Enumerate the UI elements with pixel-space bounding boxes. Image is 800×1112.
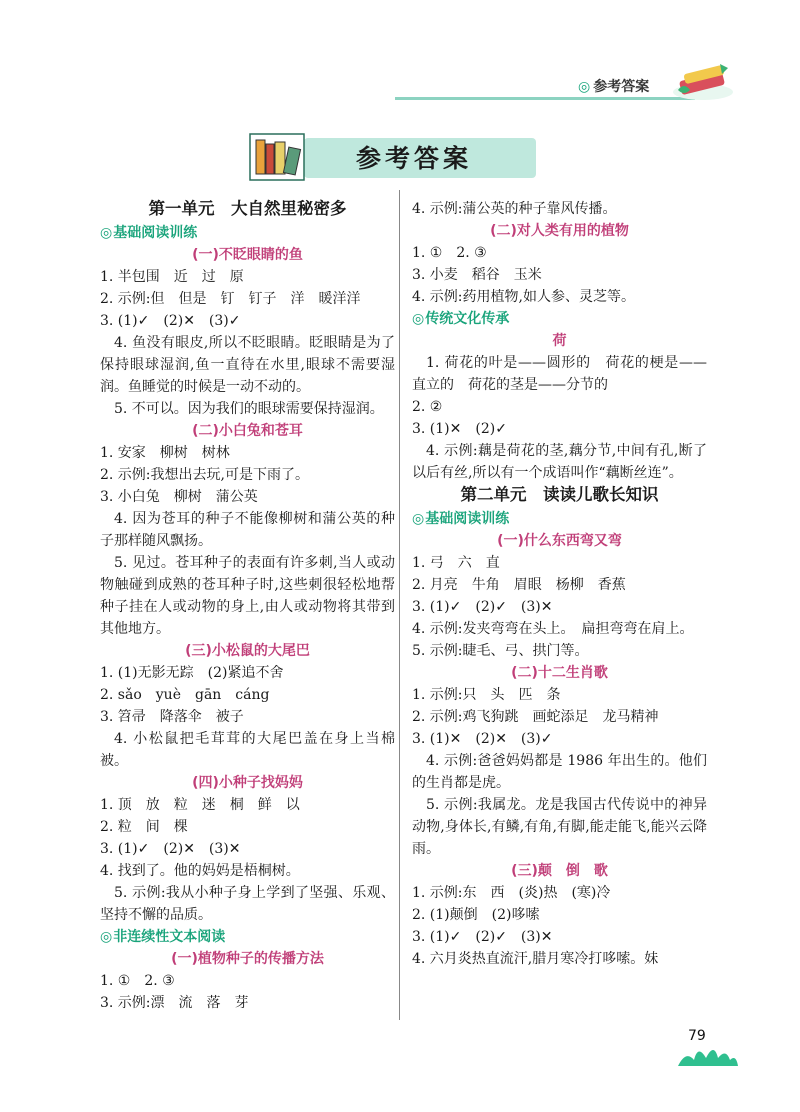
answer-line: 4. 示例:发夹弯弯在头上。 扁担弯弯在肩上。 bbox=[412, 621, 694, 637]
answer-line: 1. 安家 柳树 树林 bbox=[100, 445, 230, 461]
section-heading bbox=[412, 308, 707, 330]
lesson-title: 荷 bbox=[552, 333, 567, 349]
answer-line: 3. (1)✕ (2)✓ bbox=[412, 421, 507, 437]
answer-line: 3. 示例:漂 流 落 芽 bbox=[100, 995, 249, 1011]
lesson-title: (三)颠 倒 歌 bbox=[511, 863, 608, 879]
answer-line: 2. sǎo yuè gān cáng bbox=[100, 687, 270, 703]
answer-paragraph: 5. 不可以。因为我们的眼球需要保持湿润。 bbox=[114, 401, 384, 417]
unit-title: 第一单元 大自然里秘密多 bbox=[148, 199, 347, 218]
answer-line: 4. 示例:药用植物,如人参、灵芝等。 bbox=[412, 289, 635, 305]
answer-paragraph: 4. 因为苍耳的种子不能像柳树和蒲公英的种子那样随风飘扬。 bbox=[100, 511, 395, 549]
ring-icon: ◎ bbox=[100, 929, 113, 945]
left-column bbox=[100, 198, 395, 1014]
section-heading bbox=[412, 508, 707, 530]
header-rule bbox=[395, 97, 695, 100]
right-column bbox=[412, 198, 707, 970]
answer-line: 4. 六月炎热直流汗,腊月寒冷打哆嗦。妹 bbox=[412, 951, 659, 967]
answer-line: 1. ① 2. ③ bbox=[412, 245, 487, 261]
header-label bbox=[578, 76, 649, 96]
column-divider bbox=[399, 190, 400, 1020]
answer-line: 3. 小白兔 柳树 蒲公英 bbox=[100, 489, 258, 505]
answer-line: 4. 示例:蒲公英的种子靠风传播。 bbox=[412, 201, 617, 217]
answer-paragraph: 4. 示例:爸爸妈妈都是 1986 年出生的。他们的生肖都是虎。 bbox=[412, 753, 707, 791]
answer-paragraph: 4. 示例:藕是荷花的茎,藕分节,中间有孔,断了以后有丝,所以有一个成语叫作“藕断丝连”。 bbox=[412, 443, 707, 481]
answer-line: 1. 半包围 近 过 原 bbox=[100, 269, 244, 285]
page-number: 79 bbox=[688, 1028, 706, 1044]
lesson-title: (一)不眨眼睛的鱼 bbox=[192, 247, 303, 263]
answer-paragraph: 5. 示例:我从小种子身上学到了坚强、乐观、坚持不懈的品质。 bbox=[100, 885, 395, 923]
answer-line: 5. 示例:睫毛、弓、拱门等。 bbox=[412, 643, 589, 659]
section-heading-text: 非连续性文本阅读 bbox=[113, 929, 226, 945]
answer-line: 3. (1)✓ (2)✕ (3)✓ bbox=[100, 313, 241, 329]
section-heading-text: 基础阅读训练 bbox=[113, 225, 198, 241]
lesson-title: (二)对人类有用的植物 bbox=[490, 223, 629, 239]
section-heading bbox=[100, 222, 395, 244]
title-banner bbox=[248, 132, 548, 182]
answer-line: 2. (1)颠倒 (2)哆嗦 bbox=[412, 907, 540, 923]
answer-line: 3. 小麦 稻谷 玉米 bbox=[412, 267, 542, 283]
lesson-title: (二)小白兔和苍耳 bbox=[192, 423, 303, 439]
unit-title: 第二单元 读读儿歌长知识 bbox=[460, 485, 659, 504]
answer-line: 1. 弓 六 直 bbox=[412, 555, 500, 571]
answer-paragraph: 5. 见过。苍耳种子的表面有许多刺,当人或动物触碰到成熟的苍耳种子时,这些刺很轻松地帮种子挂在人或动物的身上,由人或动物将其带到其他地方。 bbox=[100, 555, 395, 637]
lesson-title: (一)什么东西弯又弯 bbox=[497, 533, 622, 549]
answer-line: 1. 示例:东 西 (炎)热 (寒)冷 bbox=[412, 885, 611, 901]
answer-paragraph: 4. 鱼没有眼皮,所以不眨眼睛。眨眼睛是为了保持眼球湿润,鱼一直待在水里,眼球不需要湿润。鱼睡觉的时候是一动不动的。 bbox=[100, 335, 395, 395]
answer-paragraph: 1. 荷花的叶是——圆形的 荷花的梗是——直立的 荷花的茎是——分节的 bbox=[412, 355, 707, 393]
lesson-title: (四)小种子找妈妈 bbox=[192, 775, 303, 791]
ring-icon: ◎ bbox=[412, 311, 425, 327]
answer-line: 2. 示例:但 但是 钉 钉子 洋 暖洋洋 bbox=[100, 291, 361, 307]
answer-line: 2. 示例:我想出去玩,可是下雨了。 bbox=[100, 467, 309, 483]
answer-line: 1. ① 2. ③ bbox=[100, 973, 175, 989]
section-heading-text: 传统文化传承 bbox=[425, 311, 510, 327]
answer-line: 3. (1)✓ (2)✓ (3)✕ bbox=[412, 599, 553, 615]
answer-line: 1. (1)无影无踪 (2)紧追不舍 bbox=[100, 665, 284, 681]
books-icon bbox=[248, 132, 306, 182]
answer-line: 3. (1)✓ (2)✓ (3)✕ bbox=[412, 929, 553, 945]
ring-icon: ◎ bbox=[412, 511, 425, 527]
answer-line: 2. ② bbox=[412, 399, 443, 415]
answer-line: 2. 示例:鸡飞狗跳 画蛇添足 龙马精神 bbox=[412, 709, 659, 725]
splash-icon bbox=[676, 1040, 740, 1068]
header-label-text: 参考答案 bbox=[593, 79, 650, 95]
answer-line: 2. 粒 间 棵 bbox=[100, 819, 188, 835]
section-heading bbox=[100, 926, 395, 948]
answer-line: 3. 笤帚 降落伞 被子 bbox=[100, 709, 244, 725]
answer-line: 1. 顶 放 粒 迷 桐 鲜 以 bbox=[100, 797, 300, 813]
section-heading-text: 基础阅读训练 bbox=[425, 511, 510, 527]
answer-line: 4. 找到了。他的妈妈是梧桐树。 bbox=[100, 863, 300, 879]
answer-line: 1. 示例:只 头 匹 条 bbox=[412, 687, 561, 703]
page-title: 参考答案 bbox=[356, 144, 473, 173]
answer-line: 3. (1)✓ (2)✕ (3)✕ bbox=[100, 841, 241, 857]
answer-line: 3. (1)✕ (2)✕ (3)✓ bbox=[412, 731, 553, 747]
ring-icon: ◎ bbox=[100, 225, 113, 241]
lesson-title: (一)植物种子的传播方法 bbox=[171, 951, 324, 967]
answer-line: 2. 月亮 牛角 眉眼 杨柳 香蕉 bbox=[412, 577, 626, 593]
lesson-title: (三)小松鼠的大尾巴 bbox=[185, 643, 310, 659]
answer-paragraph: 5. 示例:我属龙。龙是我国古代传说中的神异动物,身体长,有鳞,有角,有脚,能走能飞,能兴云降雨。 bbox=[412, 797, 707, 857]
answer-paragraph: 4. 小松鼠把毛茸茸的大尾巴盖在身上当棉被。 bbox=[100, 731, 395, 769]
ring-icon: ◎ bbox=[578, 79, 591, 95]
books-icon bbox=[672, 60, 734, 102]
lesson-title: (二)十二生肖歌 bbox=[511, 665, 608, 681]
